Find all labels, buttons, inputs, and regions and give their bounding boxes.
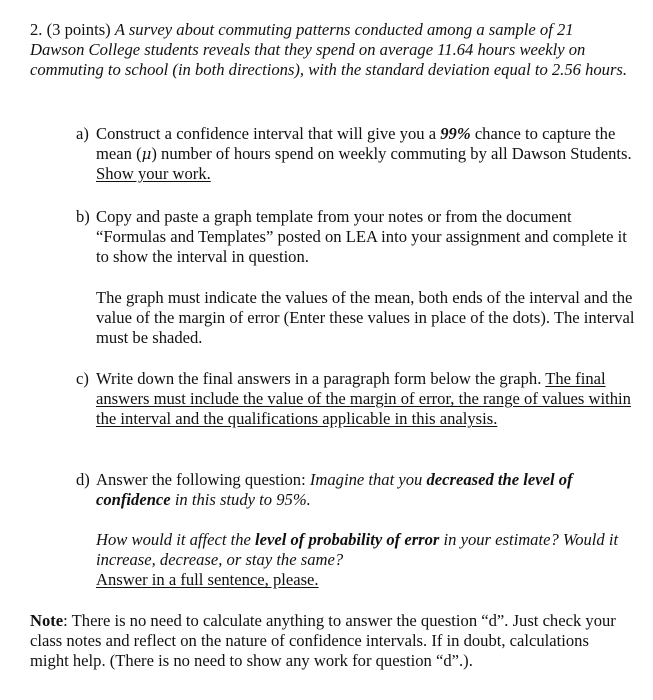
part-a-label: a) [76,124,89,143]
part-c-label: c) [76,369,89,388]
part-b-extra: The graph must indicate the values of the mean, both ends of the interval and the value of the margin of error (Enter these values in place of the dots). The interval must be shaded. [96,288,635,348]
part-d-q-bold: level of probability of error [255,530,440,549]
part-a-text-2: chance to capture the mean ( [96,124,616,164]
part-c-requirements: The final answers must include the value of the margin of error, the range of values within the interval and the qualifications applicable in this analysis. [96,369,631,429]
question-intro [30,20,630,81]
part-d-q-italic-1: How would it affect the [96,530,251,549]
question-text: A survey about commuting patterns conducted among a sample of 21 Dawson College students reveals that they spend on average 11.64 hours weekly on commuting to school (in both directions), with the standard deviation equal to 2.56 hours. [30,20,628,80]
part-d-body [96,470,636,510]
part-a-text-1: Construct a confidence interval that will give you a [96,124,437,143]
mu-symbol: μ [141,145,152,164]
note-paragraph [30,611,630,672]
question-number: 2. [30,20,43,39]
part-c-text: Write down the final answers in a paragraph form below the graph. [96,369,542,388]
part-d-q-italic-2: in your estimate? Would it increase, decrease, or stay the same? [96,530,619,570]
part-a-show-work: Show your work. [96,164,211,184]
part-d-question [96,530,636,591]
part-d-italic-2: in this study to 95%. [174,490,311,510]
part-d-q-underline: Answer in a full sentence, please. [96,570,319,590]
question-points: (3 points) [46,20,111,39]
part-d-italic-1: Imagine that you [309,470,423,489]
part-a-text-3: ) number of hours spend on weekly commuting by all Dawson Students. [151,144,632,164]
part-d-text: Answer the following question: [96,470,306,489]
part-a-confidence: 99% [440,124,471,143]
note-text: : There is no need to calculate anything to answer the question “d”. Just check your class notes and reflect on the nature of confidence intervals. If in doubt, calculations might help. (There is no need to show any work for question “d”.). [30,611,616,671]
part-b-text: Copy and paste a graph template from your notes or from the document “Formulas and Templates” posted on LEA into your assignment and complete it to show the interval in question. [96,207,627,267]
part-c-body [96,369,636,430]
note-label: Note [30,611,64,630]
part-d-label: d) [76,470,90,489]
part-d-bold-1: decreased the level of confidence [96,470,573,510]
part-a-body [96,124,636,185]
part-b-label: b) [76,207,90,226]
